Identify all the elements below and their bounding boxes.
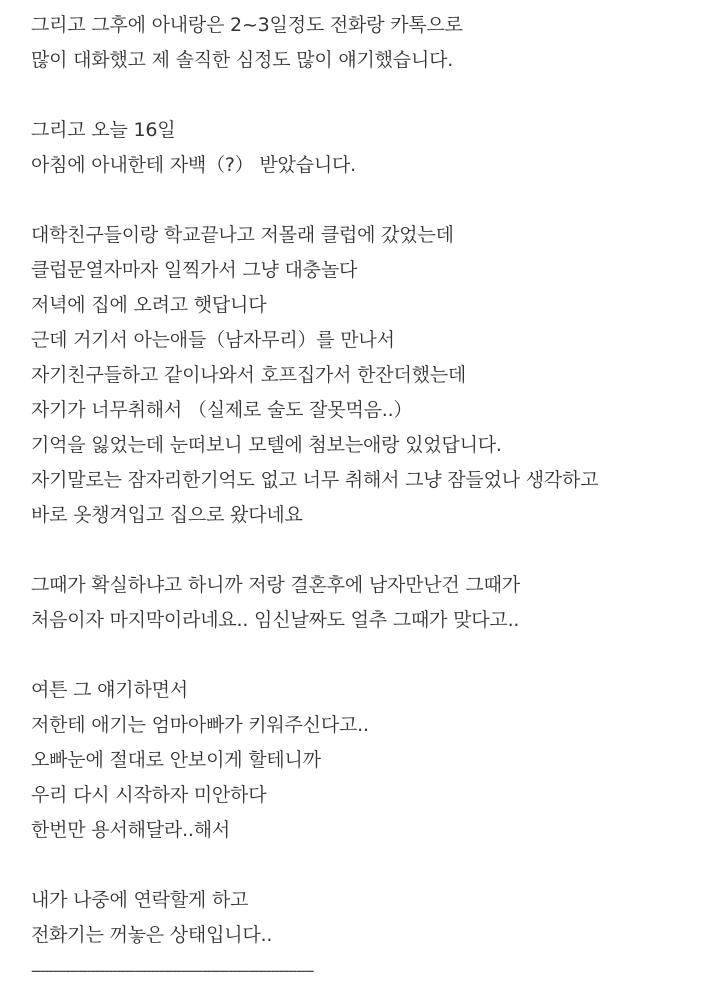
text-line: 그리고 그후에 아내랑은 2~3일정도 전화랑 카톡으로 bbox=[31, 14, 463, 36]
paragraph bbox=[31, 568, 711, 638]
paragraph bbox=[31, 8, 711, 78]
text-line: 클럽문열자마자 일찍가서 그냥 대충놀다 bbox=[31, 259, 358, 281]
text-line: 자기말로는 잠자리한기억도 없고 너무 취해서 그냥 잠들었나 생각하고 bbox=[31, 469, 599, 491]
text-line: 그때가 확실하냐고 하니까 저랑 결혼후에 남자만난건 그때가 bbox=[31, 574, 520, 596]
text-line: 우리 다시 시작하자 미안하다 bbox=[31, 784, 267, 806]
paragraph bbox=[31, 673, 711, 848]
text-line: 근데 거기서 아는애들（남자무리）를 만나서 bbox=[31, 329, 395, 351]
text-line: 오빠눈에 절대로 안보이게 할테니까 bbox=[31, 749, 321, 771]
text-line: 대학친구들이랑 학교끝나고 저몰래 클럽에 갔었는데 bbox=[31, 224, 454, 246]
paragraph-gap bbox=[31, 78, 711, 113]
text-line: 처음이자 마지막이라네요.. 임신날짜도 얼추 그때가 맞다고.. bbox=[31, 609, 520, 631]
text-line: 그리고 오늘 16일 bbox=[31, 119, 176, 141]
text-line: 바로 옷챙겨입고 집으로 왔다네요 bbox=[31, 504, 303, 526]
text-line: 자기친구들하고 같이나와서 호프집가서 한잔더했는데 bbox=[31, 364, 467, 386]
text-line: 한번만 용서해달라..해서 bbox=[31, 819, 231, 841]
text-line: 기억을 잃었는데 눈떠보니 모텔에 첨보는애랑 있었답니다. bbox=[31, 434, 502, 456]
paragraph-gap bbox=[31, 533, 711, 568]
dashed-separator: ------------------------------------------------------------------ bbox=[31, 961, 314, 980]
text-line: 저한테 애기는 엄마아빠가 키워주신다고.. bbox=[31, 714, 369, 736]
paragraph bbox=[31, 883, 711, 953]
text-line: 아침에 아내한테 자백（?） 받았습니다. bbox=[31, 154, 356, 176]
paragraph bbox=[31, 113, 711, 183]
text-line: 전화기는 꺼놓은 상태입니다.. bbox=[31, 924, 273, 946]
text-line: 여튼 그 얘기하면서 bbox=[31, 679, 188, 701]
text-line: 자기가 너무취해서 （실제로 술도 잘못먹음..） bbox=[31, 399, 413, 421]
text-line: 많이 대화했고 제 솔직한 심정도 많이 얘기했습니다. bbox=[31, 49, 454, 71]
paragraph-gap bbox=[31, 638, 711, 673]
paragraph-gap bbox=[31, 183, 711, 218]
post-body bbox=[31, 8, 711, 988]
text-line: 내가 나중에 연락할게 하고 bbox=[31, 889, 249, 911]
paragraph-gap bbox=[31, 848, 711, 883]
text-line: 저녁에 집에 오려고 햇답니다 bbox=[31, 294, 267, 316]
paragraph bbox=[31, 218, 711, 533]
